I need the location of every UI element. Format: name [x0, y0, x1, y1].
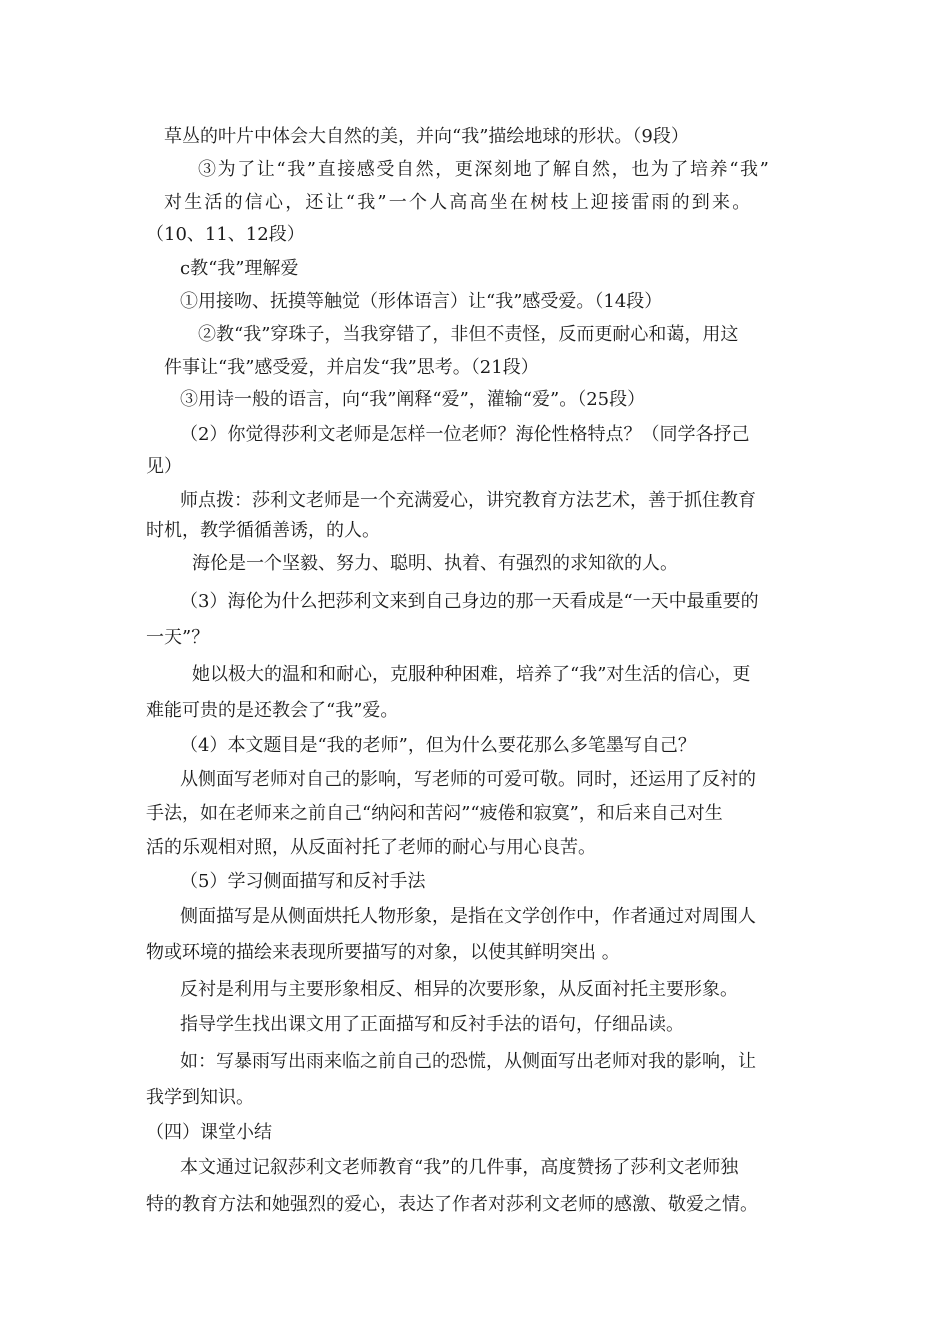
text-line: 件事让“我”感受爱，并启发“我”思考。（21段）	[164, 357, 539, 378]
text-line: 活的乐观相对照，从反面衬托了老师的耐心与用心良苦。	[146, 837, 596, 858]
text-line: ③用诗一般的语言，向“我”阐释“爱”，灌输“爱”。（25段）	[180, 389, 646, 410]
text-line: 海伦是一个坚毅、努力、聪明、执着、有强烈的求知欲的人。	[192, 553, 678, 574]
text-line: （3）海伦为什么把莎利文来到自己身边的那一天看成是“一天中最重要的	[180, 591, 759, 612]
text-line: （10、11、12段）	[146, 224, 305, 245]
section-heading: （四）课堂小结	[146, 1122, 272, 1143]
text-line: 反衬是利用与主要形象相反、相异的次要形象，从反面衬托主要形象。	[180, 979, 738, 1000]
text-line: 本文通过记叙莎利文老师教育“我”的几件事，高度赞扬了莎利文老师独	[180, 1157, 739, 1178]
text-line: ②教“我”穿珠子，当我穿错了，非但不责怪，反而更耐心和蔼，用这	[198, 324, 739, 345]
text-line: c教“我”理解爱	[180, 258, 299, 279]
text-line: 指导学生找出课文用了正面描写和反衬手法的语句，仔细品读。	[180, 1014, 684, 1035]
text-line: （4）本文题目是“我的老师”，但为什么要花那么多笔墨写自己？	[180, 735, 696, 756]
text-line: 一天”？	[146, 627, 210, 648]
text-line: （5）学习侧面描写和反衬手法	[180, 871, 426, 892]
text-line: （2）你觉得莎利文老师是怎样一位老师？海伦性格特点？（同学各抒己	[180, 424, 750, 445]
text-line: 从侧面写老师对自己的影响，写老师的可爱可敬。同时，还运用了反衬的	[180, 769, 756, 790]
text-line: 她以极大的温和和耐心，克服种种困难，培养了“我”对生活的信心，更	[192, 664, 751, 685]
text-line: 手法，如在老师来之前自己“纳闷和苦闷”“疲倦和寂寞”，和后来自己对生	[146, 803, 723, 824]
text-line: 师点拨：莎利文老师是一个充满爱心，讲究教育方法艺术，善于抓住教育	[180, 490, 756, 511]
text-line: ①用接吻、抚摸等触觉（形体语言）让“我”感受爱。（14段）	[180, 291, 663, 312]
text-line: 物或环境的描绘来表现所要描写的对象，以使其鲜明突出 。	[146, 942, 620, 963]
text-line: 如：写暴雨写出雨来临之前自己的恐慌，从侧面写出老师对我的影响，让	[180, 1051, 756, 1072]
text-line: 时机，教学循循善诱，的人。	[146, 520, 380, 541]
text-line: 我学到知识。	[146, 1087, 254, 1108]
text-line: 对生活的信心，还让“我”一个人高高坐在树枝上迎接雷雨的到来。	[164, 192, 753, 213]
text-line: 见）	[146, 456, 182, 477]
text-line: 侧面描写是从侧面烘托人物形象，是指在文学创作中，作者通过对周围人	[180, 906, 756, 927]
text-line: 特的教育方法和她强烈的爱心，表达了作者对莎利文老师的感激、敬爱之情。	[146, 1194, 758, 1215]
text-line: ③为了让“我”直接感受自然，更深刻地了解自然，也为了培养“我”	[198, 159, 771, 180]
text-line: 草丛的叶片中体会大自然的美，并向“我”描绘地球的形状。（9段）	[164, 126, 689, 147]
text-line: 难能可贵的是还教会了“我”爱。	[146, 700, 399, 721]
